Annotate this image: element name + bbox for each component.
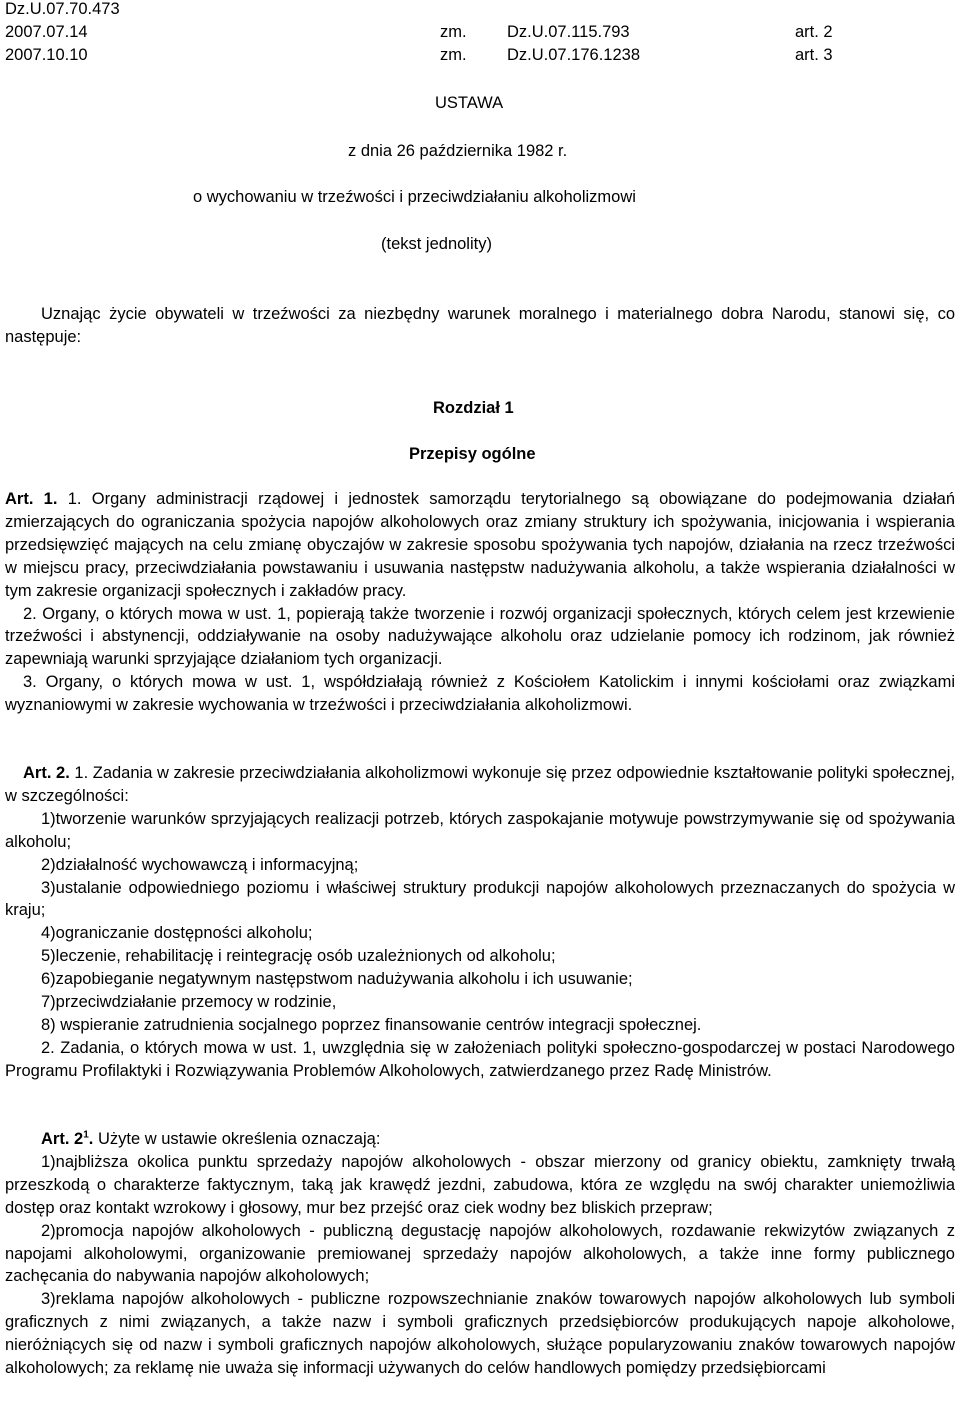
article-label-dot: . xyxy=(88,1130,94,1148)
list-num: 5) xyxy=(41,947,56,966)
amendment-date: 2007.10.10 xyxy=(5,46,88,64)
amendment-art: art. 2 xyxy=(795,23,833,41)
article-2-intro xyxy=(5,762,955,808)
list-num: 2) xyxy=(41,855,56,874)
list-text: ograniczanie dostępności alkoholu; xyxy=(55,924,313,943)
list-text: zapobieganie negatywnym następstwom nadużywania alkoholu i ich usuwanie; xyxy=(55,970,633,989)
list-text: przeciwdziałanie przemocy w rodzinie, xyxy=(55,993,337,1012)
article-2 xyxy=(5,762,955,1083)
list-item xyxy=(5,1151,955,1220)
act-date: z dnia 26 października 1982 r. xyxy=(348,142,568,160)
list-item xyxy=(5,945,955,968)
list-text: reklama napojów alkoholowych - publiczne rozpowszechnianie znaków towarowych napojów alkoholowych lub symboli graficznych z nimi związanych, a także nazw i symboli graficznych przedsiębiorców produkujących napoje alkoholowe, nieróżniących się od nazw i symboli graficznych napojów alkoholowych, służące popularyzowaniu znaków towarowych napojów alkoholowych; za reklamę nie uważa się informacji używanych do celów handlowych pomiędzy przedsiębiorcami xyxy=(5,1290,955,1378)
list-item xyxy=(5,991,955,1014)
list-text: wspieranie zatrudnienia socjalnego poprzez finansowanie centrów integracji społecznej. xyxy=(55,1015,702,1034)
amendment-zm: zm. xyxy=(440,23,467,41)
list-item xyxy=(5,1288,955,1380)
article-text: 1. Organy administracji rządowej i jednostek samorządu terytorialnego są obowiązane do podejmowania działań zmierzających do ograniczania spożycia napojów alkoholowych oraz zmiany struktury ich spożywania, inicjowania i wspierania przedsięwzięć mających na celu zmianę obyczajów w zakresie sposobu spożywania tych napojów, działania na rzecz trzeźwości w miejscu pracy, przeciwdziałania powstawaniu i usuwania następstw nadużywania alkoholu, a także wspierania działalności w tym zakresie organizacji społecznych i zakładów pracy. xyxy=(5,490,955,600)
list-item xyxy=(5,968,955,991)
article-label-text: Art. 2 xyxy=(41,1130,84,1148)
act-subject: o wychowaniu w trzeźwości i przeciwdziałaniu alkoholizmowi xyxy=(193,188,636,206)
preamble xyxy=(5,303,955,349)
article-1-par-3: 3. Organy, o których mowa w ust. 1, współdziałają również z Kościołem Katolickim i innymi kościołami oraz związkami wyznaniowymi w zakresie wychowania w trzeźwości i przeciwdziałania alkoholizmowi. xyxy=(5,673,955,715)
list-text: działalność wychowawczą i informacyjną; xyxy=(55,855,359,874)
list-item xyxy=(5,854,955,877)
list-item xyxy=(5,877,955,923)
list-num: 3) xyxy=(41,1290,56,1309)
list-num: 4) xyxy=(41,924,56,943)
list-num: 6) xyxy=(41,970,56,989)
list-num: 7) xyxy=(41,993,56,1012)
list-num: 1) xyxy=(41,1152,56,1171)
article-label-sup: 1 xyxy=(83,1129,89,1141)
amendment-zm: zm. xyxy=(440,46,467,64)
amendment-ref: Dz.U.07.176.1238 xyxy=(507,46,641,64)
list-num: 3) xyxy=(41,878,56,897)
chapter-number: Rozdział 1 xyxy=(433,399,514,417)
list-num: 2) xyxy=(41,1221,56,1240)
list-text: leczenie, rehabilitację i reintegrację osób uzależnionych od alkoholu; xyxy=(55,947,556,966)
doc-id: Dz.U.07.70.473 xyxy=(5,0,120,18)
list-item xyxy=(5,808,955,854)
list-text: najbliższa okolica punktu sprzedaży napojów alkoholowych - obszar mierzony od granicy obiektu, zamknięty trwałą przeszkodą o charakterze faktycznym, taką jak krawędź jezdni, zabudowa, która ze względu na swój charakter uniemożliwia dostęp oraz kontakt wzrokowy i głosowy, mur bez przejść oraz ciek wodny bez bliskich przepraw; xyxy=(5,1152,955,1217)
amendment-art: art. 3 xyxy=(795,46,833,64)
article-2-par-2: 2. Zadania, o których mowa w ust. 1, uwzględnia się w założeniach polityki społeczno-gospodarczej w postaci Narodowego Programu Profilaktyki i Rozwiązywania Problemów Alkoholowych, zatwierdzanego przez Radę Ministrów. xyxy=(5,1038,955,1080)
article-2-1 xyxy=(5,1128,955,1380)
article-1 xyxy=(5,488,955,717)
article-label: Art. 2. xyxy=(23,764,70,782)
amendment-ref: Dz.U.07.115.793 xyxy=(507,23,630,41)
article-1-par-2: 2. Organy, o których mowa w ust. 1, popierają także tworzenie i rozwój organizacji społecznych, których celem jest krzewienie trzeźwości i abstynencji, oddziaływanie na osoby nadużywające alkoholu oraz udzielanie pomocy ich rodzinom, jak również zapewniają warunki sprzyjające działaniom tych organizacji. xyxy=(5,604,955,669)
list-item xyxy=(5,922,955,945)
amendment-date: 2007.07.14 xyxy=(5,23,88,41)
text-note: (tekst jednolity) xyxy=(381,235,492,253)
article-text: 1. Zadania w zakresie przeciwdziałania alkoholizmowi wykonuje się przez odpowiednie kształtowanie polityki społecznej, w szczególności: xyxy=(5,764,955,805)
article-label xyxy=(41,1130,93,1148)
list-num: 1) xyxy=(41,809,56,828)
article-1-par-1 xyxy=(5,488,955,603)
list-text: tworzenie warunków sprzyjających realizacji potrzeb, których zaspokajanie motywuje powstrzymywanie się od spożywania alkoholu; xyxy=(5,809,955,851)
article-2-1-intro xyxy=(5,1128,955,1151)
preamble-text: Uznając życie obywateli w trzeźwości za niezbędny warunek moralnego i materialnego dobra Narodu, stanowi się, co następuje: xyxy=(5,305,955,346)
article-label: Art. 1. xyxy=(5,490,58,508)
list-text: promocja napojów alkoholowych - publiczną degustację napojów alkoholowych, rozdawanie rekwizytów związanych z napojami alkoholowymi, organizowanie premiowanej sprzedaży napojów alkoholowych, a także inne formy publicznego zachęcania do nabywania napojów alkoholowych; xyxy=(5,1221,955,1286)
list-text: ustalanie odpowiedniego poziomu i właściwej struktury produkcji napojów alkoholowych przeznaczanych do spożycia w kraju; xyxy=(5,878,955,920)
list-item xyxy=(5,1220,955,1289)
act-type: USTAWA xyxy=(435,94,504,112)
chapter-name: Przepisy ogólne xyxy=(409,445,536,463)
list-item xyxy=(5,1014,955,1037)
list-num: 8) xyxy=(41,1015,56,1034)
article-text: Użyte w ustawie określenia oznaczają: xyxy=(97,1130,381,1148)
